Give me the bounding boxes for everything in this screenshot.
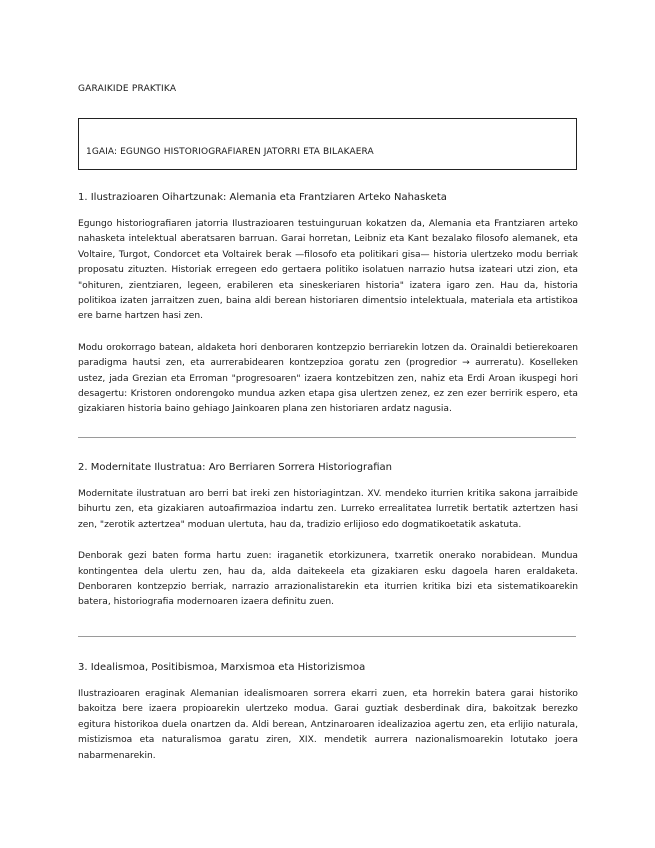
document-title: GARAIKIDE PRAKTIKA <box>78 84 177 94</box>
paragraph: Egungo historiografiaren jatorria Ilustrazioaren testuinguruan kokatzen da, Alemania eta Frantziaren arteko nahasketa intelektual aberatsaren barruan. Garai horretan, Leibniz eta Kant bezalako filosofo alemanek, eta Voltaire, Turgot, Condorcet eta Voltairek berak —filosofo eta politikari gisa— historia ulertzeko modu berriak proposatu zituzten. Historiak erregeen edo gertaera politiko isolatuen narrazio hutsa izateari utzi zion, eta "ohituren, zientziaren, legeen, erabileren eta sineskeriaren historia" izatera igaro zen. Hau da, historia politikoa izaten jarraitzen zuen, baina aldi berean historiaren dimentsio intelektuala, materiala eta artistikoa ere barne hartzen hasi zen. <box>78 219 578 322</box>
section-heading: 2. Modernitate Ilustratua: Aro Berriaren Sorrera Historiografian <box>78 462 393 473</box>
paragraph: Ilustrazioaren eraginak Alemanian idealismoaren sorrera ekarri zuen, eta horrekin batera garai historiko bakoitza bere izaera propioarekin ulertzeko modua. Garai guztiak desberdinak dira, bakoitzak berezko egitura historikoa duela onartzen da. Aldi berean, Antzinaroaren idealizazioa agertu zen, eta erlijio naturala, mistizismoa eta naturalismoa garatu ziren, XIX. mendetik aurrera nazionalismoarekin lotutako joera nabarmenarekin. <box>78 689 578 761</box>
section-2 <box>78 462 578 627</box>
paragraph: Modu orokorrago batean, aldaketa hori denboraren kontzepzio berriarekin lotzen da. Orainaldi betierekoaren paradigma hautsi zen, eta aurrerabidearen kontzepzioa goratu zen (progredior → aurreratu). Koselleken ustez, jada Grezian eta Erroman "progresoaren" izaera kontzebitzen zen, nahiz eta Erdi Aroan ikuspegi hori desagertu: Kristoren ondorengoko mundua azken etapa gisa ulertzen zenez, ez zen ezer berririk espero, eta gizakiaren historia baino gehiago Jainkoaren plana zen historiaren ardatz nagusia. <box>78 342 578 415</box>
section-divider <box>78 636 576 637</box>
section-3 <box>78 662 578 780</box>
paragraph: Denborak gezi baten forma hartu zuen: iraganetik etorkizunera, txarretik onerako norabidean. Mundua kontingentea dela ulertu zen, hau da, alda daitekeela eta gizakiaren esku dagoela haren eraldaketa. Denboraren kontzepzio berriak, narrazio arrazionalistarekin eta iturrien kritika bizi eta sistematikoarekin batera, historiografia modernoaren izaera definitu zuen. <box>78 551 578 608</box>
section-heading: 3. Idealismoa, Positibismoa, Marxismoa eta Historizismoa <box>78 662 366 673</box>
paragraph: Modernitate ilustratuan aro berri bat ireki zen historiagintzan. XV. mendeko iturrien kritika sakona jarraibide bihurtu zen, eta gizakiaren autoafirmazioa indartu zen. Lurreko errealitatea lurretik bertatik aztertzen hasi zen, "zerotik aztertzea" moduan ulertuta, hau da, tradizio erlijioso edo dogmatikoetatik askatuta. <box>78 489 578 530</box>
topic-box <box>78 118 577 170</box>
section-heading: 1. Ilustrazioaren Oihartzunak: Alemania eta Frantziaren Arteko Nahasketa <box>78 192 447 203</box>
section-1 <box>78 192 578 434</box>
topic-title: 1GAIA: EGUNGO HISTORIOGRAFIAREN JATORRI ETA BILAKAERA <box>86 147 374 157</box>
section-divider <box>78 437 576 438</box>
